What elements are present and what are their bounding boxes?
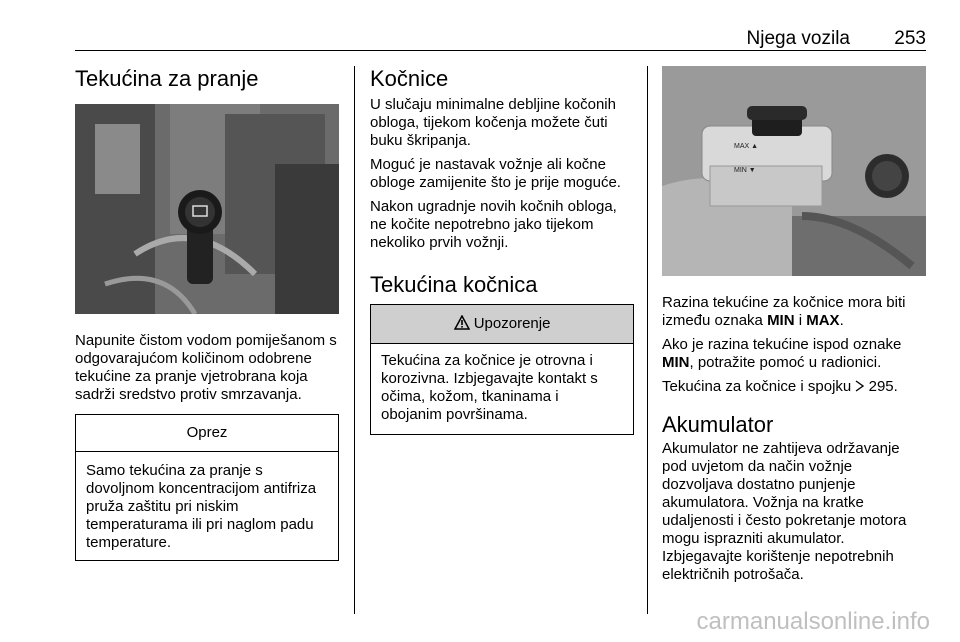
warning-box (370, 304, 634, 435)
column-divider-right (647, 66, 648, 614)
warning-triangle-icon (454, 315, 470, 330)
battery-text: Akumulator ne zahtijeva održavanje pod uvjetom da način vožnje dozvoljava dostatno punjenje akumulatora. Vožnja na kratke udaljenosti i često pokretanje motora mogu isprazniti akumulator. Izbjegavajte korištenje nepotrebnih električnih potrošača. (662, 440, 907, 583)
text-fragment: Ako je razina tekućine ispod oznake (662, 336, 902, 353)
min-label: MIN (767, 312, 795, 329)
text-fragment: Razina tekućine za kočnice mora biti između oznaka (662, 294, 906, 329)
header-rule (75, 50, 926, 51)
washer-instructions: Napunite čistom vodom pomiješanom s odgovarajućom količinom odobrene tekućine za pranje vjetrobrana koja sadrži sredstvo protiv smrzavanja. (75, 332, 337, 403)
caution-text: Samo tekućina za pranje s dovoljnom koncentracijom antifriza pruža zaštitu pri niskim temperaturama ili pri naglom padu temperature. (86, 462, 317, 551)
running-header-title: Njega vozila (746, 28, 850, 49)
column-divider-left (354, 66, 355, 614)
max-mark: MAX ▲ (734, 143, 759, 150)
warning-title: Upozorenje (473, 315, 551, 332)
warning-header (371, 305, 633, 344)
min-mark: MIN ▼ (734, 167, 756, 174)
text-fragment: i (794, 312, 807, 329)
section-heading-brakes: Kočnice (370, 66, 449, 91)
column-brakes (370, 66, 634, 435)
brake-fluid-reservoir-photo (662, 66, 926, 276)
text-fragment: . (839, 312, 844, 329)
min-label: MIN (662, 354, 690, 371)
brakes-para-3: Nakon ugradnje novih kočnih obloga, ne kočite nepotrebno jako tijekom nekoliko prvih vožnji. (370, 198, 617, 251)
watermark: carmanualsonline.info (696, 608, 930, 635)
page-reference-arrow-icon (855, 380, 864, 392)
washer-reservoir-photo (75, 104, 339, 314)
section-heading-brake-fluid: Tekućina kočnica (370, 272, 538, 297)
brakes-para-2: Moguć je nastavak vožnje ali kočne obloge zamijenite što je prije moguće. (370, 156, 621, 191)
brake-clutch-fluid-ref (662, 378, 926, 396)
column-brake-fluid-battery (662, 66, 926, 584)
section-heading-washer: Tekućina za pranje (75, 66, 259, 91)
text-fragment: Tekućina za kočnice i spojku (662, 378, 852, 395)
section-heading-battery: Akumulator (662, 412, 774, 437)
brakes-para-1: U slučaju minimalne debljine kočonih obloga, tijekom kočenja možete čuti buku škripanja. (370, 96, 616, 149)
reference-page-link[interactable]: 295. (868, 378, 898, 395)
caution-box (75, 414, 339, 561)
brake-fluid-level-text (662, 294, 926, 330)
page-number: 253 (894, 28, 926, 49)
max-label: MAX (806, 312, 840, 329)
text-fragment: , potražite pomoć u radionici. (689, 354, 882, 371)
column-washer-fluid (75, 66, 339, 561)
warning-text: Tekućina za kočnice je otrovna i korozivna. Izbjegavajte kontakt s očima, kožom, tkaninama i obojanim površinama. (381, 352, 598, 423)
low-level-text (662, 336, 926, 372)
caution-title: Oprez (76, 415, 338, 452)
